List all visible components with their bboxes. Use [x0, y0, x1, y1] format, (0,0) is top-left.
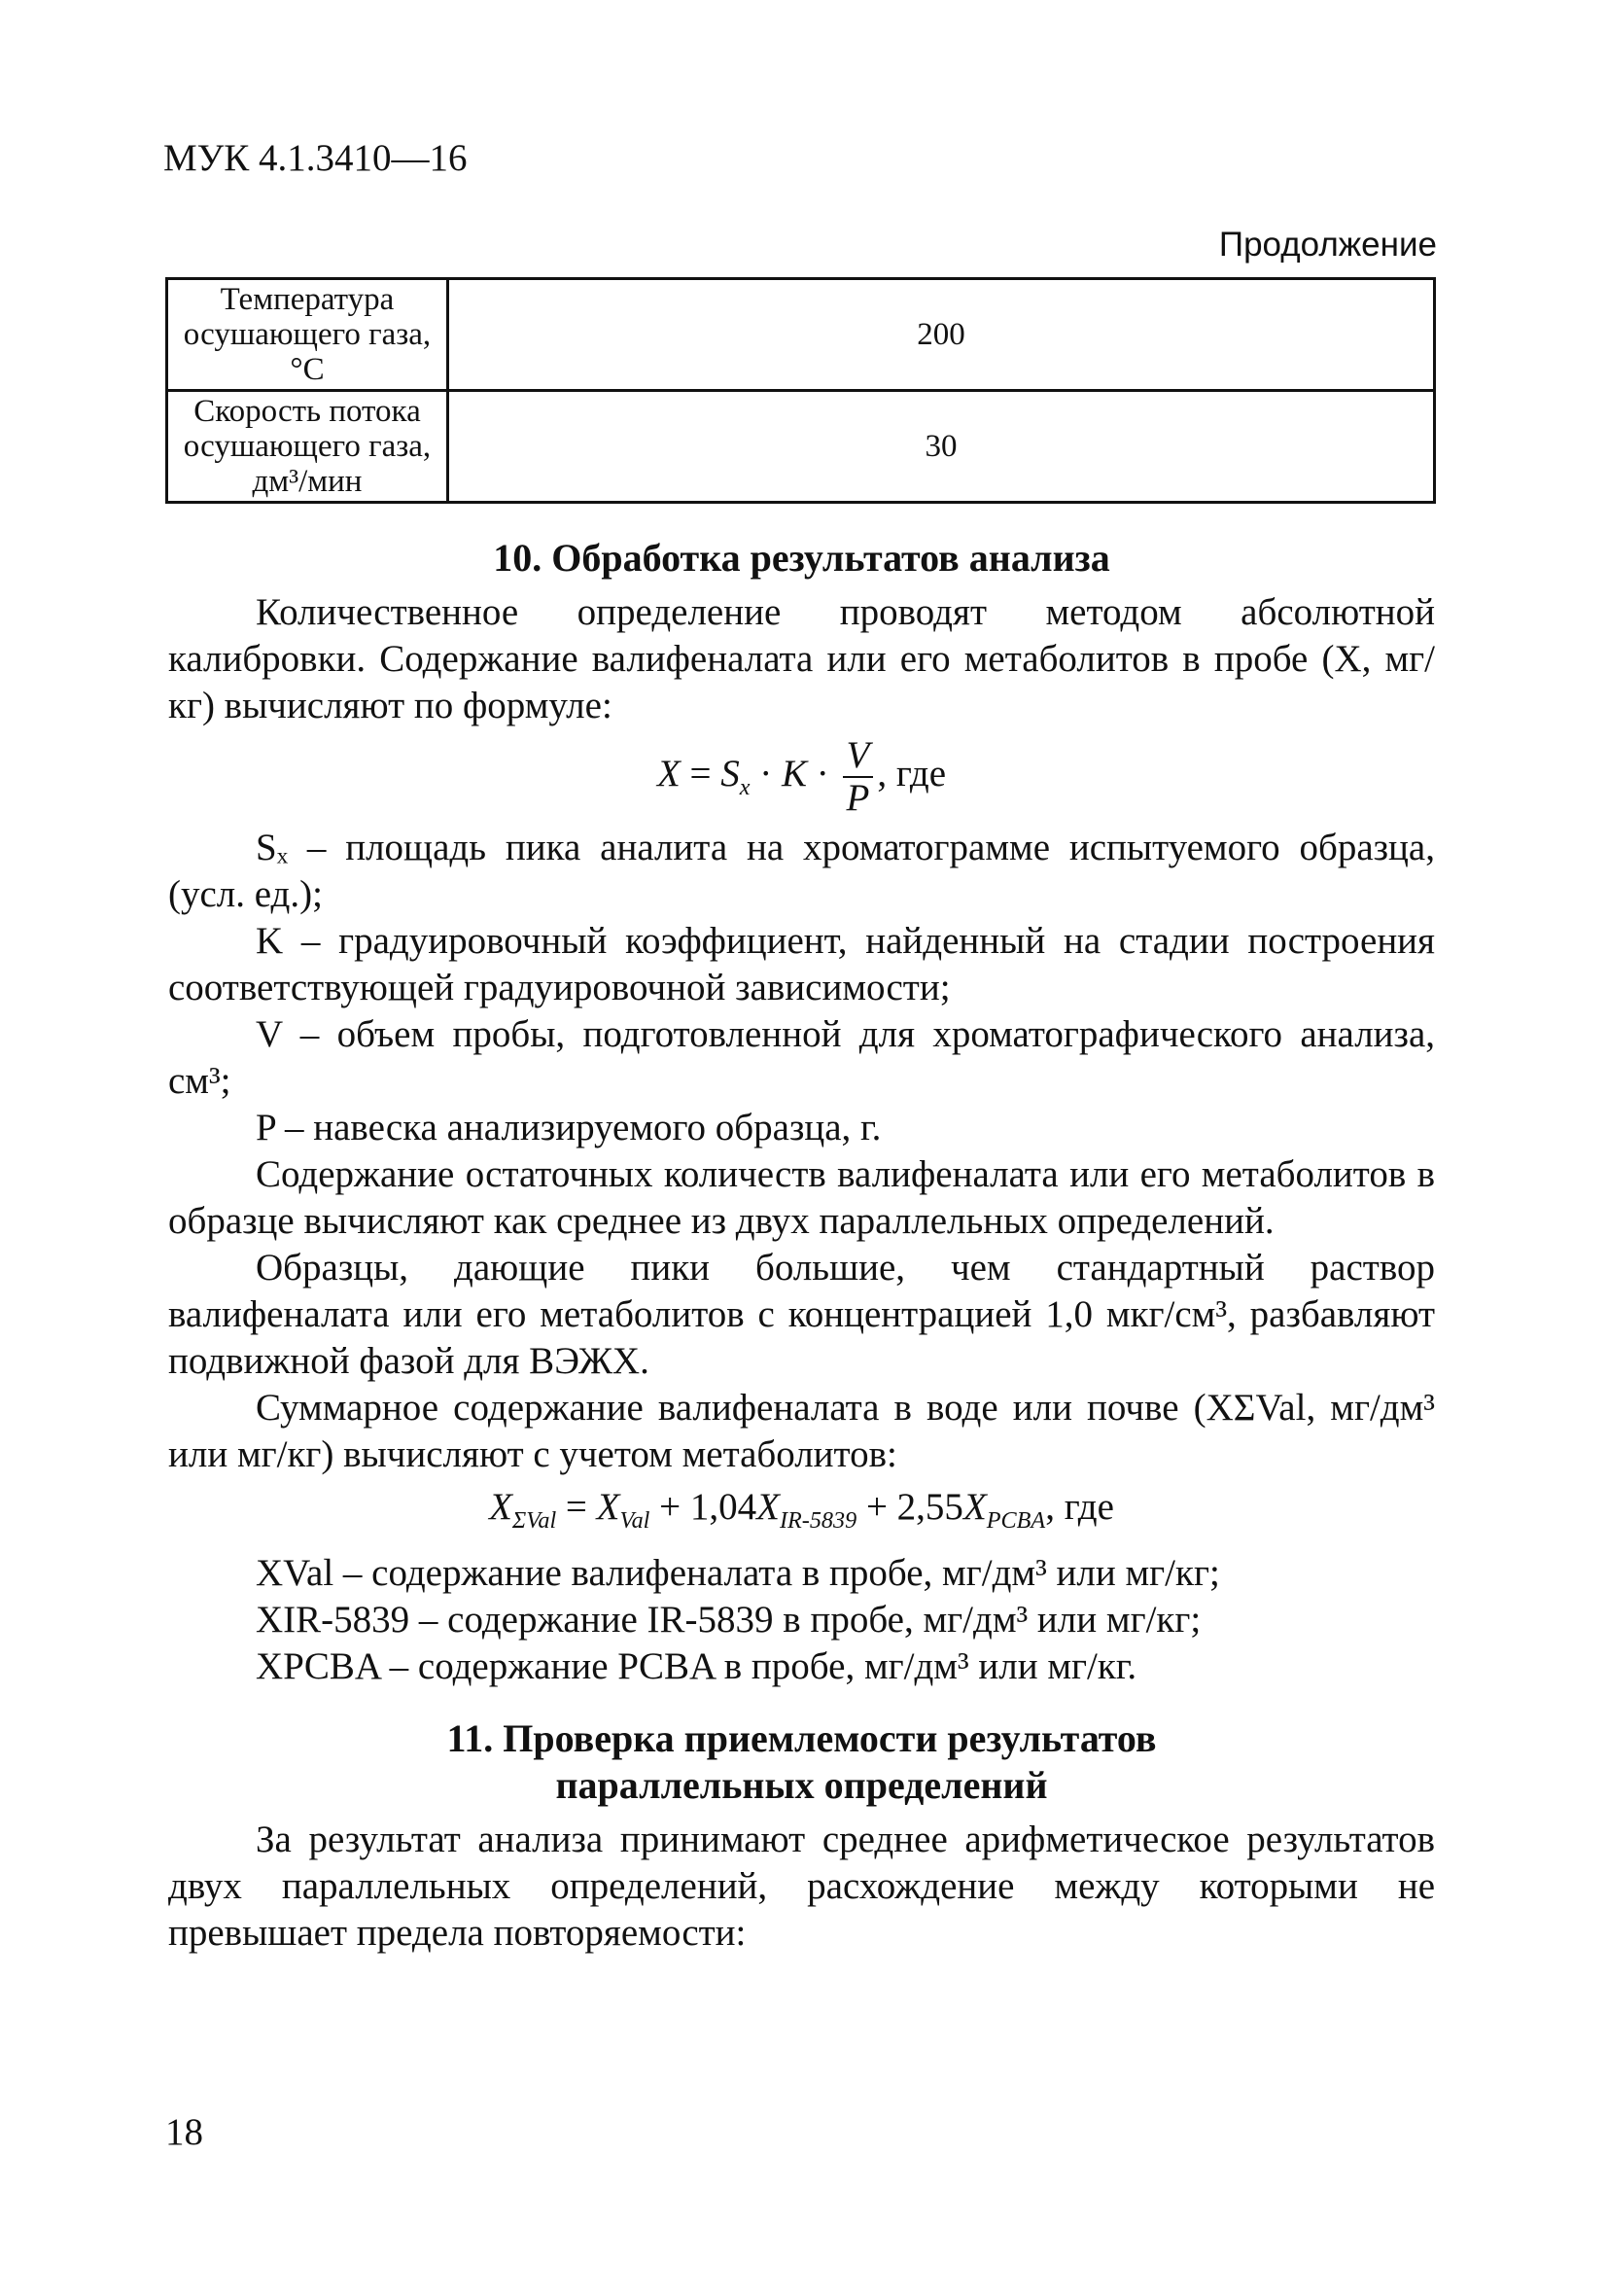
formula-op: =	[689, 752, 712, 795]
page-number: 18	[165, 2111, 203, 2153]
document-code: МУК 4.1.3410—16	[163, 137, 468, 179]
formula-var: X	[756, 1486, 780, 1528]
heading-line: параллельных определений	[555, 1762, 1048, 1807]
definition-line: K – градуировочный коэффициент, найденный на стадии построения соответствующей градуировочной зависимости;	[168, 920, 1435, 1008]
formula-tail: , где	[877, 752, 947, 795]
formula-subscript: PCBA	[986, 1506, 1046, 1534]
formula-op: ·	[759, 752, 773, 795]
definition-line: XPCBA – содержание PCBA в пробе, мг/дм³ или мг/кг.	[256, 1644, 1137, 1687]
formula-op: + 2,55	[865, 1486, 963, 1528]
formula-op: ·	[816, 752, 829, 795]
definition-line: XVal – содержание валифеналата в пробе, мг/дм³ или мг/кг;	[256, 1551, 1220, 1594]
parameters-table	[165, 277, 1436, 504]
definition-line: Sₓ – площадь пика аналита на хроматограмме испытуемого образца, (усл. ед.);	[168, 827, 1435, 915]
section-11-heading	[168, 1715, 1435, 1809]
fraction-denominator: P	[846, 777, 870, 819]
section-10-intro: Количественное определение проводят методом абсолютной калибровки. Содержание валифеналата или его метаболитов в пробе (X, мг/кг) вычисляют по формуле:	[168, 591, 1435, 726]
formula-sum	[168, 1484, 1435, 1544]
formula-subscript: IR-5839	[779, 1506, 857, 1534]
formula-subscript: ΣVal	[511, 1506, 557, 1534]
formula-var: X	[656, 752, 681, 795]
formula-subscript: x	[739, 773, 751, 800]
table-cell-value: 30	[448, 391, 1435, 503]
formula-op: + 1,04	[659, 1486, 757, 1528]
fraction-numerator: V	[843, 735, 874, 778]
formula-subscript: Val	[619, 1506, 650, 1534]
paragraph: Содержание остаточных количеств валифеналата или его метаболитов в образце вычисляют как среднее из двух параллельных определений.	[168, 1153, 1435, 1242]
table-cell-label: Температура осушающего газа, °С	[167, 279, 448, 391]
definition-line: P – навеска анализируемого образца, г.	[256, 1107, 882, 1148]
formula-var: X	[596, 1486, 620, 1528]
formula-tail: , где	[1045, 1486, 1114, 1528]
formula-fraction	[843, 735, 874, 819]
definition-line: XIR-5839 – содержание IR-5839 в пробе, мг/дм³ или мг/кг;	[256, 1598, 1202, 1641]
formula-x	[168, 735, 1435, 819]
table-cell-value: 200	[448, 279, 1435, 391]
table-cell-label: Скорость потока осушающего газа, дм³/мин	[167, 391, 448, 503]
paragraph: Суммарное содержание валифеналата в воде или почве (XΣVal, мг/дм³ или мг/кг) вычисляют с учетом метаболитов:	[168, 1387, 1435, 1475]
section-10-heading: 10. Обработка результатов анализа	[493, 536, 1110, 580]
paragraph: За результат анализа принимают среднее арифметическое результатов двух параллельных определений, расхождение между которыми не превышает предела повторяемости:	[168, 1818, 1435, 1954]
heading-line: 11. Проверка приемлемости результатов	[446, 1715, 1157, 1760]
document-body	[168, 535, 1435, 1957]
formula-var: X	[489, 1486, 512, 1528]
definition-line: V – объем пробы, подготовленной для хроматографического анализа, см³;	[168, 1013, 1435, 1102]
continuation-label: Продолжение	[1218, 226, 1437, 264]
formula-var: X	[962, 1486, 987, 1528]
table-row	[167, 391, 1435, 503]
table-row	[167, 279, 1435, 391]
formula-var: K	[782, 752, 808, 795]
formula-op: =	[565, 1486, 587, 1528]
formula-var: S	[720, 752, 740, 795]
paragraph: Образцы, дающие пики большие, чем стандартный раствор валифеналата или его метаболитов с концентрацией 1,0 мкг/см³, разбавляют подвижной фазой для ВЭЖХ.	[168, 1247, 1435, 1382]
